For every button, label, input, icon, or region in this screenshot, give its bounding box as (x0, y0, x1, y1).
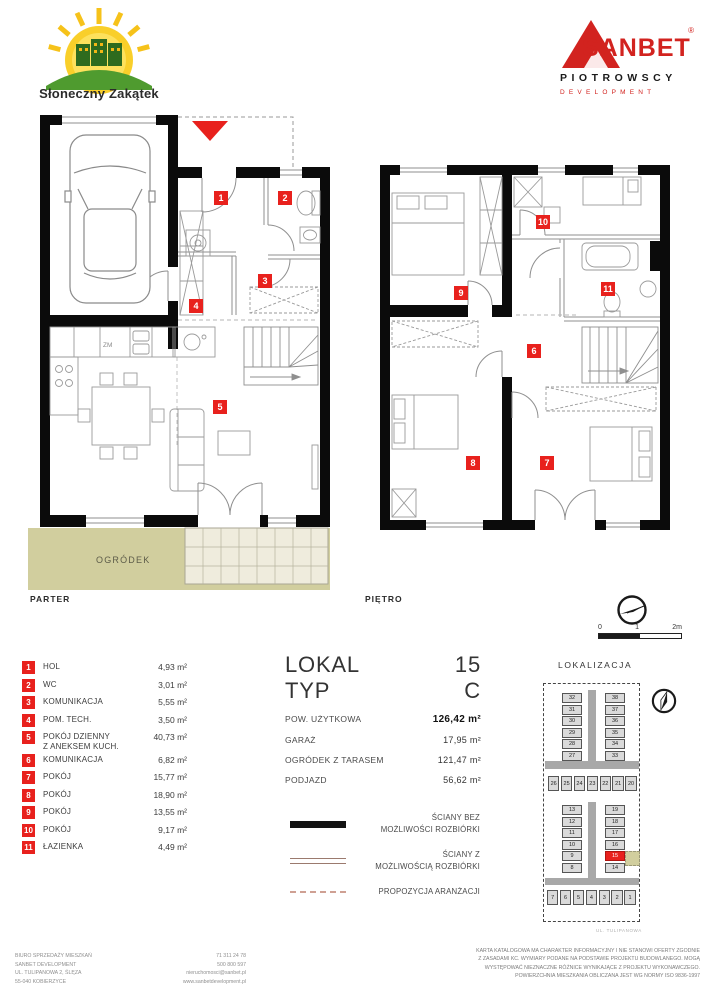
detail-value: 17,95 m² (443, 734, 481, 745)
room-number-badge: 2 (22, 679, 35, 692)
lokal-value: 15 (454, 652, 481, 677)
floor-plan-pietro (380, 165, 670, 530)
detail-value: 56,62 m² (443, 774, 481, 785)
coffee-table (218, 431, 250, 455)
room-area: 15,77 m² (153, 772, 187, 783)
map-lot: 11 (562, 828, 582, 838)
removable-wall-swatch (290, 858, 346, 864)
room-name: KOMUNIKACJA (43, 697, 103, 706)
legend-room-row (22, 678, 187, 696)
footer-disclaimer (440, 947, 700, 980)
room-area: 40,73 m² (153, 732, 187, 742)
room-marker: 8 (466, 456, 480, 470)
map-lot: 27 (562, 751, 582, 761)
unit-detail-row (285, 735, 481, 745)
legend-room-row (22, 730, 187, 753)
room-name: ŁAZIENKA (43, 842, 84, 852)
stairs-pietro (582, 327, 658, 383)
map-lot: 24 (574, 776, 585, 791)
room-name: KOMUNIKACJA (43, 754, 103, 764)
pietro-label: PIĘTRO (365, 594, 403, 604)
map-road (545, 761, 639, 769)
room-marker: 1 (214, 191, 228, 205)
legend-room-row (22, 805, 187, 823)
wall-legend-label: ŚCIANY BEZ MOŻLIWOŚCI ROZBIÓRKI (380, 813, 480, 835)
map-lot: 12 (562, 817, 582, 827)
legend-room-row (22, 753, 187, 771)
map-lot: 23 (587, 776, 598, 791)
scale-bar-graphic (598, 633, 682, 639)
hall-closet-proposed (250, 287, 318, 313)
rooms-legend (22, 660, 187, 858)
typ-label: TYP (285, 677, 331, 703)
dishwasher-tag: ZM (103, 342, 113, 349)
patio-door (198, 483, 262, 515)
stairs-parter (244, 327, 318, 385)
dining-table (78, 373, 164, 459)
map-lot: 16 (605, 840, 625, 850)
wall-legend-label: ŚCIANY Z MOŻLIWOŚCIĄ ROZBIÓRKI (375, 850, 480, 872)
parter-label: PARTER (30, 594, 71, 604)
map-lot: 29 (562, 728, 582, 738)
legend-room-row (22, 713, 187, 731)
wardrobe-room8-corner (392, 489, 416, 517)
room-marker: 11 (601, 282, 615, 296)
street-label: UL. TULIPANOWA (596, 928, 642, 933)
unit-info (285, 652, 481, 785)
garden-label: OGRÓDEK (96, 555, 151, 565)
tv-cabinet (312, 445, 318, 489)
room-area: 4,49 m² (158, 842, 187, 853)
wall-legend-label: PROPOZYCJA ARANŻACJI (378, 887, 480, 897)
estate-logo (38, 8, 160, 108)
room-number-badge: 6 (22, 754, 35, 767)
wardrobe-room10 (514, 177, 542, 207)
detail-value: 121,47 m² (437, 754, 481, 765)
map-lot: 20 (625, 776, 636, 791)
unit-detail-row (285, 714, 481, 725)
compass-icon (615, 593, 649, 627)
map-road (545, 878, 639, 885)
map-lot: 34 (605, 739, 625, 749)
map-lot: 35 (605, 728, 625, 738)
legend-room-row (22, 660, 187, 678)
bath-sink (640, 281, 656, 297)
footer-line: POWIERZCHNIA MIESZKANIA OBLICZANA JEST WG NORMY ISO 9836-1997 (515, 972, 700, 979)
room-area: 13,55 m² (153, 807, 187, 818)
legend-room-row (22, 840, 187, 858)
entrance-arrow-icon (192, 121, 228, 141)
footer-line: 71 311 24 78 (216, 953, 246, 959)
room-marker: 3 (258, 274, 272, 288)
room-area: 5,55 m² (158, 697, 187, 707)
wall-legend-row (290, 886, 480, 898)
footer-line: nieruchomosci@sanbet.pl (186, 970, 246, 977)
map-lot: 33 (605, 751, 625, 761)
map-lot: 7 (547, 890, 558, 905)
detail-label: POW. UŻYTKOWA (285, 713, 362, 724)
bed-room8 (392, 395, 458, 449)
room-name: POM. TECH. (43, 714, 92, 724)
room-name: POKÓJ (43, 824, 72, 834)
room-area: 3,01 m² (158, 679, 187, 690)
room-name: POKÓJ (43, 772, 72, 782)
room-marker: 2 (278, 191, 292, 205)
bed-room7 (590, 427, 652, 481)
footer-line: UL. TULIPANOWA 2, ŚLĘZA (15, 970, 82, 977)
footer-contact (128, 952, 246, 986)
footer-office (15, 952, 125, 986)
wardrobe-room8-proposed (392, 321, 478, 347)
map-lot: 6 (560, 890, 571, 905)
map-lot: 37 (605, 705, 625, 715)
map-lot-column (562, 693, 582, 761)
map-lot: 31 (562, 705, 582, 715)
typ-value: C (464, 677, 481, 703)
map-road (588, 802, 596, 880)
room-marker: 6 (527, 344, 541, 358)
map-lot: 4 (586, 890, 597, 905)
footer-line: 500 800 597 (217, 961, 246, 968)
wardrobe-room7-proposed (546, 387, 656, 411)
room-marker: 5 (213, 400, 227, 414)
walls-pietro (380, 165, 670, 530)
scale-bar (598, 624, 682, 639)
room-number-badge: 8 (22, 789, 35, 802)
map-lot-row (548, 776, 637, 791)
scale-tick: 0 (598, 624, 602, 631)
map-lot-column (605, 693, 625, 761)
room-name: POKÓJ DZIENNY Z ANEKSEM KUCH. (43, 732, 119, 752)
wall-legend-row (290, 812, 480, 836)
toilet (297, 191, 320, 215)
sun-hill-logo-icon (38, 8, 160, 90)
floor-plan-parter (40, 115, 330, 590)
floor-plan-pietro-drawing (380, 165, 670, 530)
walls-legend (290, 812, 480, 911)
room-area: 4,93 m² (158, 662, 187, 672)
room-number-badge: 3 (22, 696, 35, 709)
map-lot: 26 (548, 776, 559, 791)
wardrobe-room9 (480, 177, 502, 275)
french-door-room7 (535, 490, 595, 520)
map-lot: 15 (605, 851, 625, 861)
map-lot: 1 (624, 890, 635, 905)
room-number-badge: 11 (22, 841, 35, 854)
proposed-wall-swatch (290, 891, 346, 893)
sofa (170, 409, 204, 491)
room-name: POKÓJ (43, 789, 72, 799)
room-area: 6,82 m² (158, 754, 187, 765)
legend-room-row (22, 770, 187, 788)
map-lot: 32 (562, 693, 582, 703)
map-lot: 30 (562, 716, 582, 726)
map-lot: 10 (562, 840, 582, 850)
map-lot-column (605, 805, 625, 873)
bathtub (582, 243, 638, 270)
estate-name: Słoneczny Zakątek (39, 86, 159, 101)
developer-line3: DEVELOPMENT (560, 89, 656, 96)
map-compass-icon (650, 687, 678, 715)
room-marker: 7 (540, 456, 554, 470)
map-lot: 5 (573, 890, 584, 905)
unit-detail-row (285, 775, 481, 785)
room-number-badge: 10 (22, 824, 35, 837)
map-lot: 28 (562, 739, 582, 749)
room-marker: 10 (536, 215, 550, 229)
scale-tick: 1 (635, 624, 640, 631)
footer-line: KARTA KATALOGOWA MA CHARAKTER INFORMACYJNY I NIE STANOWI OFERTY ZGODNIE (476, 948, 700, 954)
room-marker: 4 (189, 299, 203, 313)
map-lot: 17 (605, 828, 625, 838)
lot15-garden-extension (625, 851, 640, 866)
footer-line: BIURO SPRZEDAŻY MIESZKAŃ (15, 953, 92, 959)
map-lot: 36 (605, 716, 625, 726)
detail-label: OGRÓDEK Z TARASEM (285, 754, 384, 765)
map-lot-column (562, 805, 582, 873)
garage-door (62, 117, 156, 123)
room-number-badge: 4 (22, 714, 35, 727)
detail-value: 126,42 m² (432, 713, 481, 725)
developer-name: SANBET (582, 34, 691, 62)
room-area: 9,17 m² (158, 824, 187, 835)
detail-label: PODJAZD (285, 774, 327, 785)
legend-room-row (22, 823, 187, 841)
lokal-label: LOKAL (285, 652, 360, 677)
site-map-title: LOKALIZACJA (558, 660, 633, 670)
developer-line2: PIOTROWSCY (560, 72, 677, 84)
unit-detail-row (285, 755, 481, 765)
room-name: POKÓJ (43, 807, 72, 817)
room-marker: 9 (454, 286, 468, 300)
footer-line: www.sanbetdevelopment.pl (182, 978, 246, 985)
footer-line: Z ZASADAMI KC. WYMIARY PODANE NA PODSTAWIE PROJEKTU BUDOWLANEGO. MOGĄ (478, 956, 700, 963)
room-number-badge: 5 (22, 731, 35, 744)
terrace (185, 528, 328, 584)
wc-window (280, 170, 302, 175)
map-lot-row (547, 890, 636, 905)
map-lot: 2 (611, 890, 622, 905)
developer-logo (560, 18, 694, 110)
detail-label: GARAŻ (285, 734, 316, 745)
room-area: 18,90 m² (153, 789, 187, 800)
map-road (588, 690, 596, 762)
site-map (543, 683, 640, 922)
room-number-badge: 7 (22, 771, 35, 784)
map-lot: 9 (562, 851, 582, 861)
room-area: 3,50 m² (158, 714, 187, 725)
scale-tick: 2m (672, 624, 682, 631)
map-lot: 21 (612, 776, 623, 791)
unit-details (285, 714, 481, 785)
map-lot: 22 (600, 776, 611, 791)
solid-wall-swatch (290, 821, 346, 828)
legend-room-row (22, 695, 187, 713)
room-name: HOL (43, 662, 61, 671)
bed-room9 (392, 193, 464, 275)
kitchen-counter (50, 327, 215, 415)
map-lot: 18 (605, 817, 625, 827)
room-name: WC (43, 679, 57, 689)
room-number-badge: 1 (22, 661, 35, 674)
wall-legend-row (290, 849, 480, 873)
footer-line: SANBET DEVELOPMENT (15, 961, 77, 968)
map-lot: 13 (562, 805, 582, 815)
car (65, 135, 155, 303)
registered-mark: ® (688, 26, 694, 35)
map-lot: 25 (561, 776, 572, 791)
room-number-badge: 9 (22, 806, 35, 819)
footer-line: WYSTĘPOWAĆ NIEZNACZNE RÓŻNICE WYNIKAJĄCE Z PROJEKTU WYKONAWCZEGO. (484, 964, 700, 971)
legend-room-row (22, 788, 187, 806)
map-lot: 19 (605, 805, 625, 815)
map-lot: 38 (605, 693, 625, 703)
floor-plan-parter-drawing (40, 115, 330, 590)
wc-sink (300, 227, 320, 243)
footer-line: 55-040 KOBIERZYCE (15, 978, 67, 985)
map-lot: 8 (562, 863, 582, 873)
map-lot: 14 (605, 863, 625, 873)
map-lot: 3 (599, 890, 610, 905)
bed-room10 (583, 177, 641, 205)
